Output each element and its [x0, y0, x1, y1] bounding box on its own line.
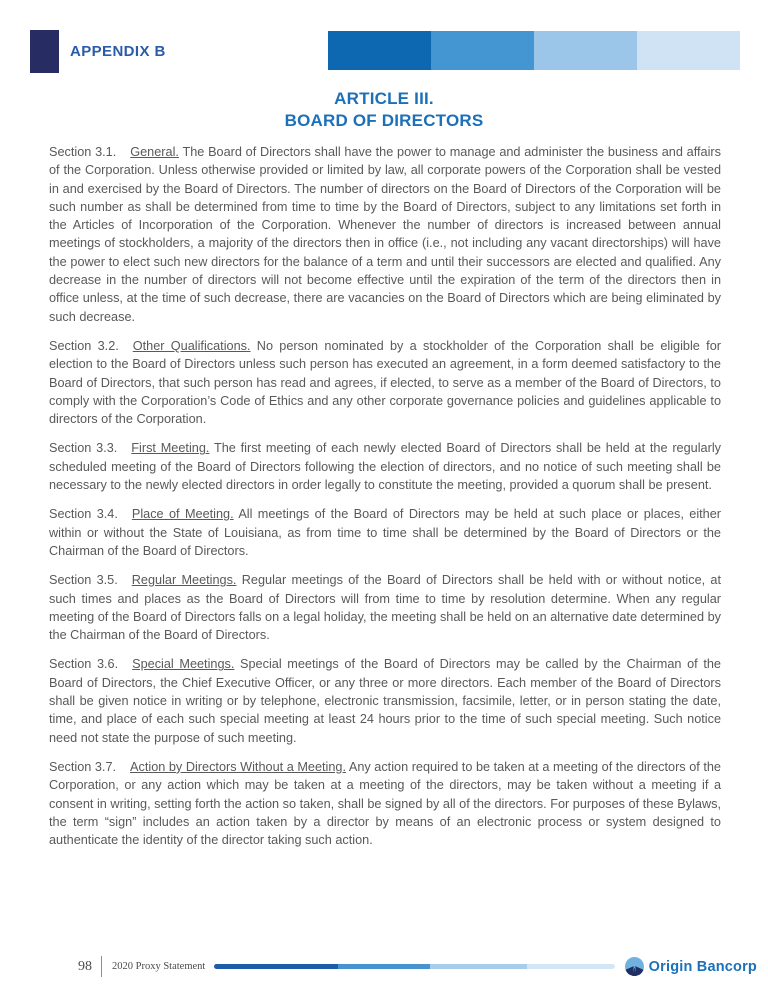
section-heading: General.: [130, 145, 179, 159]
document-name: 2020 Proxy Statement: [112, 961, 206, 972]
header-accent-bar: [328, 31, 740, 70]
section-label: Section 3.4.: [49, 507, 118, 522]
page-number: 98: [78, 958, 92, 974]
section-heading: Special Meetings.: [132, 657, 235, 672]
appendix-marker: [30, 30, 59, 73]
section-label: Section 3.2.: [49, 338, 119, 353]
section-label: Section 3.7.: [49, 759, 117, 774]
accent-bar-segment-2: [431, 31, 534, 70]
section-text: The first meeting of each newly elected Board of Directors shall be held at the regularly scheduled meeting of the Board of Directors following the election of directors, and no notice of such meeting shall be necessary to the newly elected directors in order legally to constitute the meeting, provided a quorum shall be present.: [49, 441, 721, 493]
section-heading: Action by Directors Without a Meeting.: [130, 759, 346, 774]
section-label: Section 3.3.: [49, 441, 118, 456]
section-heading: First Meeting.: [131, 441, 210, 456]
page-footer: [78, 956, 757, 977]
footer-bar-segment-2: [338, 964, 430, 969]
section-text: All meetings of the Board of Directors may be held at such place or places, either within or without the State of Louisiana, as from time to time shall be determined by the Board of Directors or the Chairman of the Board of Directors.: [49, 507, 722, 558]
footer-bar-segment-1: [214, 964, 338, 969]
section-text: The Board of Directors shall have the power to manage and administer the business and affairs of the Corporation. Unless otherwise provided or limited by law, all corporate powers of the Corporation shall be vested in and exercised by the Board of Directors. The number of directors on the Board of Directors of the Corporation will be such number as shall be determined from time to time by the Board of Directors, subject to any limitations set forth in the Articles of Incorporation of the Corporation. Whenever the number of directors is increased between annual meetings of stockholders, a majority of the directors then in office (i.e., not including any vacant directorships) will have the power to elect such new directors for the balance of a term and until their successors are elected and qualified. Any decrease in the number of directors will not become effective until the expiration of the term of the directors then in office unless, at the time of such decrease, there are vacancies on the Board of Directors which are being eliminated by such decrease.: [49, 145, 721, 324]
section-paragraph: [49, 439, 721, 494]
section-label: Section 3.1.: [49, 145, 117, 159]
origin-bancorp-logo-icon: [625, 957, 644, 976]
article-body: [49, 143, 721, 860]
section-paragraph: [49, 571, 721, 644]
section-text: No person nominated by a stockholder of the Corporation shall be eligible for election to the Board of Directors unless such person has executed an agreement, in a form deemed satisfactory to the Board of Directors, that such person has read and agrees, if elected, to serve as a member of the Board of Directors, to comply with the Corporation’s Code of Ethics and any other corporate governance policies and guidelines applicable to directors of the Corporation.: [49, 338, 721, 427]
section-text: Special meetings of the Board of Directors may be called by the Chairman of the Board of Directors, the Chief Executive Officer, or any three or more directors. Each member of the Board of Directors shall be given notice in writing or by telephone, electronic transmission, facsimile, letter, or in person stating the date, time, and place of each such special meeting at least 24 hours prior to the time of such special meeting. Such notice need not state the purpose of such meeting.: [49, 657, 721, 745]
section-paragraph: [49, 337, 721, 428]
appendix-header: [30, 30, 166, 73]
section-text: Regular meetings of the Board of Directors shall be held with or without notice, at such times and places as the Board of Directors will from time to time by resolution determine. When any regular meeting of the Board of Directors falls on a legal holiday, the meeting shall be held on an alternative date determined by the Chairman of the Board of Directors.: [49, 573, 722, 643]
section-paragraph: [49, 143, 721, 326]
accent-bar-segment-3: [534, 31, 637, 70]
section-heading: Other Qualifications.: [132, 338, 251, 353]
origin-bancorp-logo-text: Origin Bancorp: [648, 958, 757, 975]
section-heading: Place of Meeting.: [131, 507, 234, 522]
footer-accent-bar: [214, 964, 614, 969]
section-text: Any action required to be taken at a meeting of the directors of the Corporation, or any action which may be taken at a meeting of the directors, may be taken without a meeting if a consent in writing, setting forth the action so taken, shall be signed by all of the directors. For purposes of these Bylaws, the term “sign” includes an action taken by a director by means of an electronic process or system designed to authenticate the identity of the director taking such action.: [49, 759, 721, 848]
section-paragraph: [49, 655, 721, 746]
article-title-line1: ARTICLE III.: [334, 89, 434, 108]
footer-bar-segment-3: [430, 964, 526, 969]
article-title-line2: BOARD OF DIRECTORS: [284, 111, 484, 131]
section-paragraph: [49, 758, 721, 849]
accent-bar-segment-4: [637, 31, 740, 70]
accent-bar-segment-1: [328, 31, 431, 70]
section-heading: Regular Meetings.: [131, 573, 237, 588]
footer-bar-segment-4: [527, 964, 615, 969]
section-paragraph: [49, 505, 721, 560]
footer-divider: [101, 956, 102, 977]
section-label: Section 3.5.: [49, 573, 118, 588]
origin-bancorp-logo: [625, 957, 757, 976]
section-label: Section 3.6.: [49, 657, 119, 672]
article-title: [0, 88, 768, 133]
appendix-label: APPENDIX B: [70, 43, 166, 60]
